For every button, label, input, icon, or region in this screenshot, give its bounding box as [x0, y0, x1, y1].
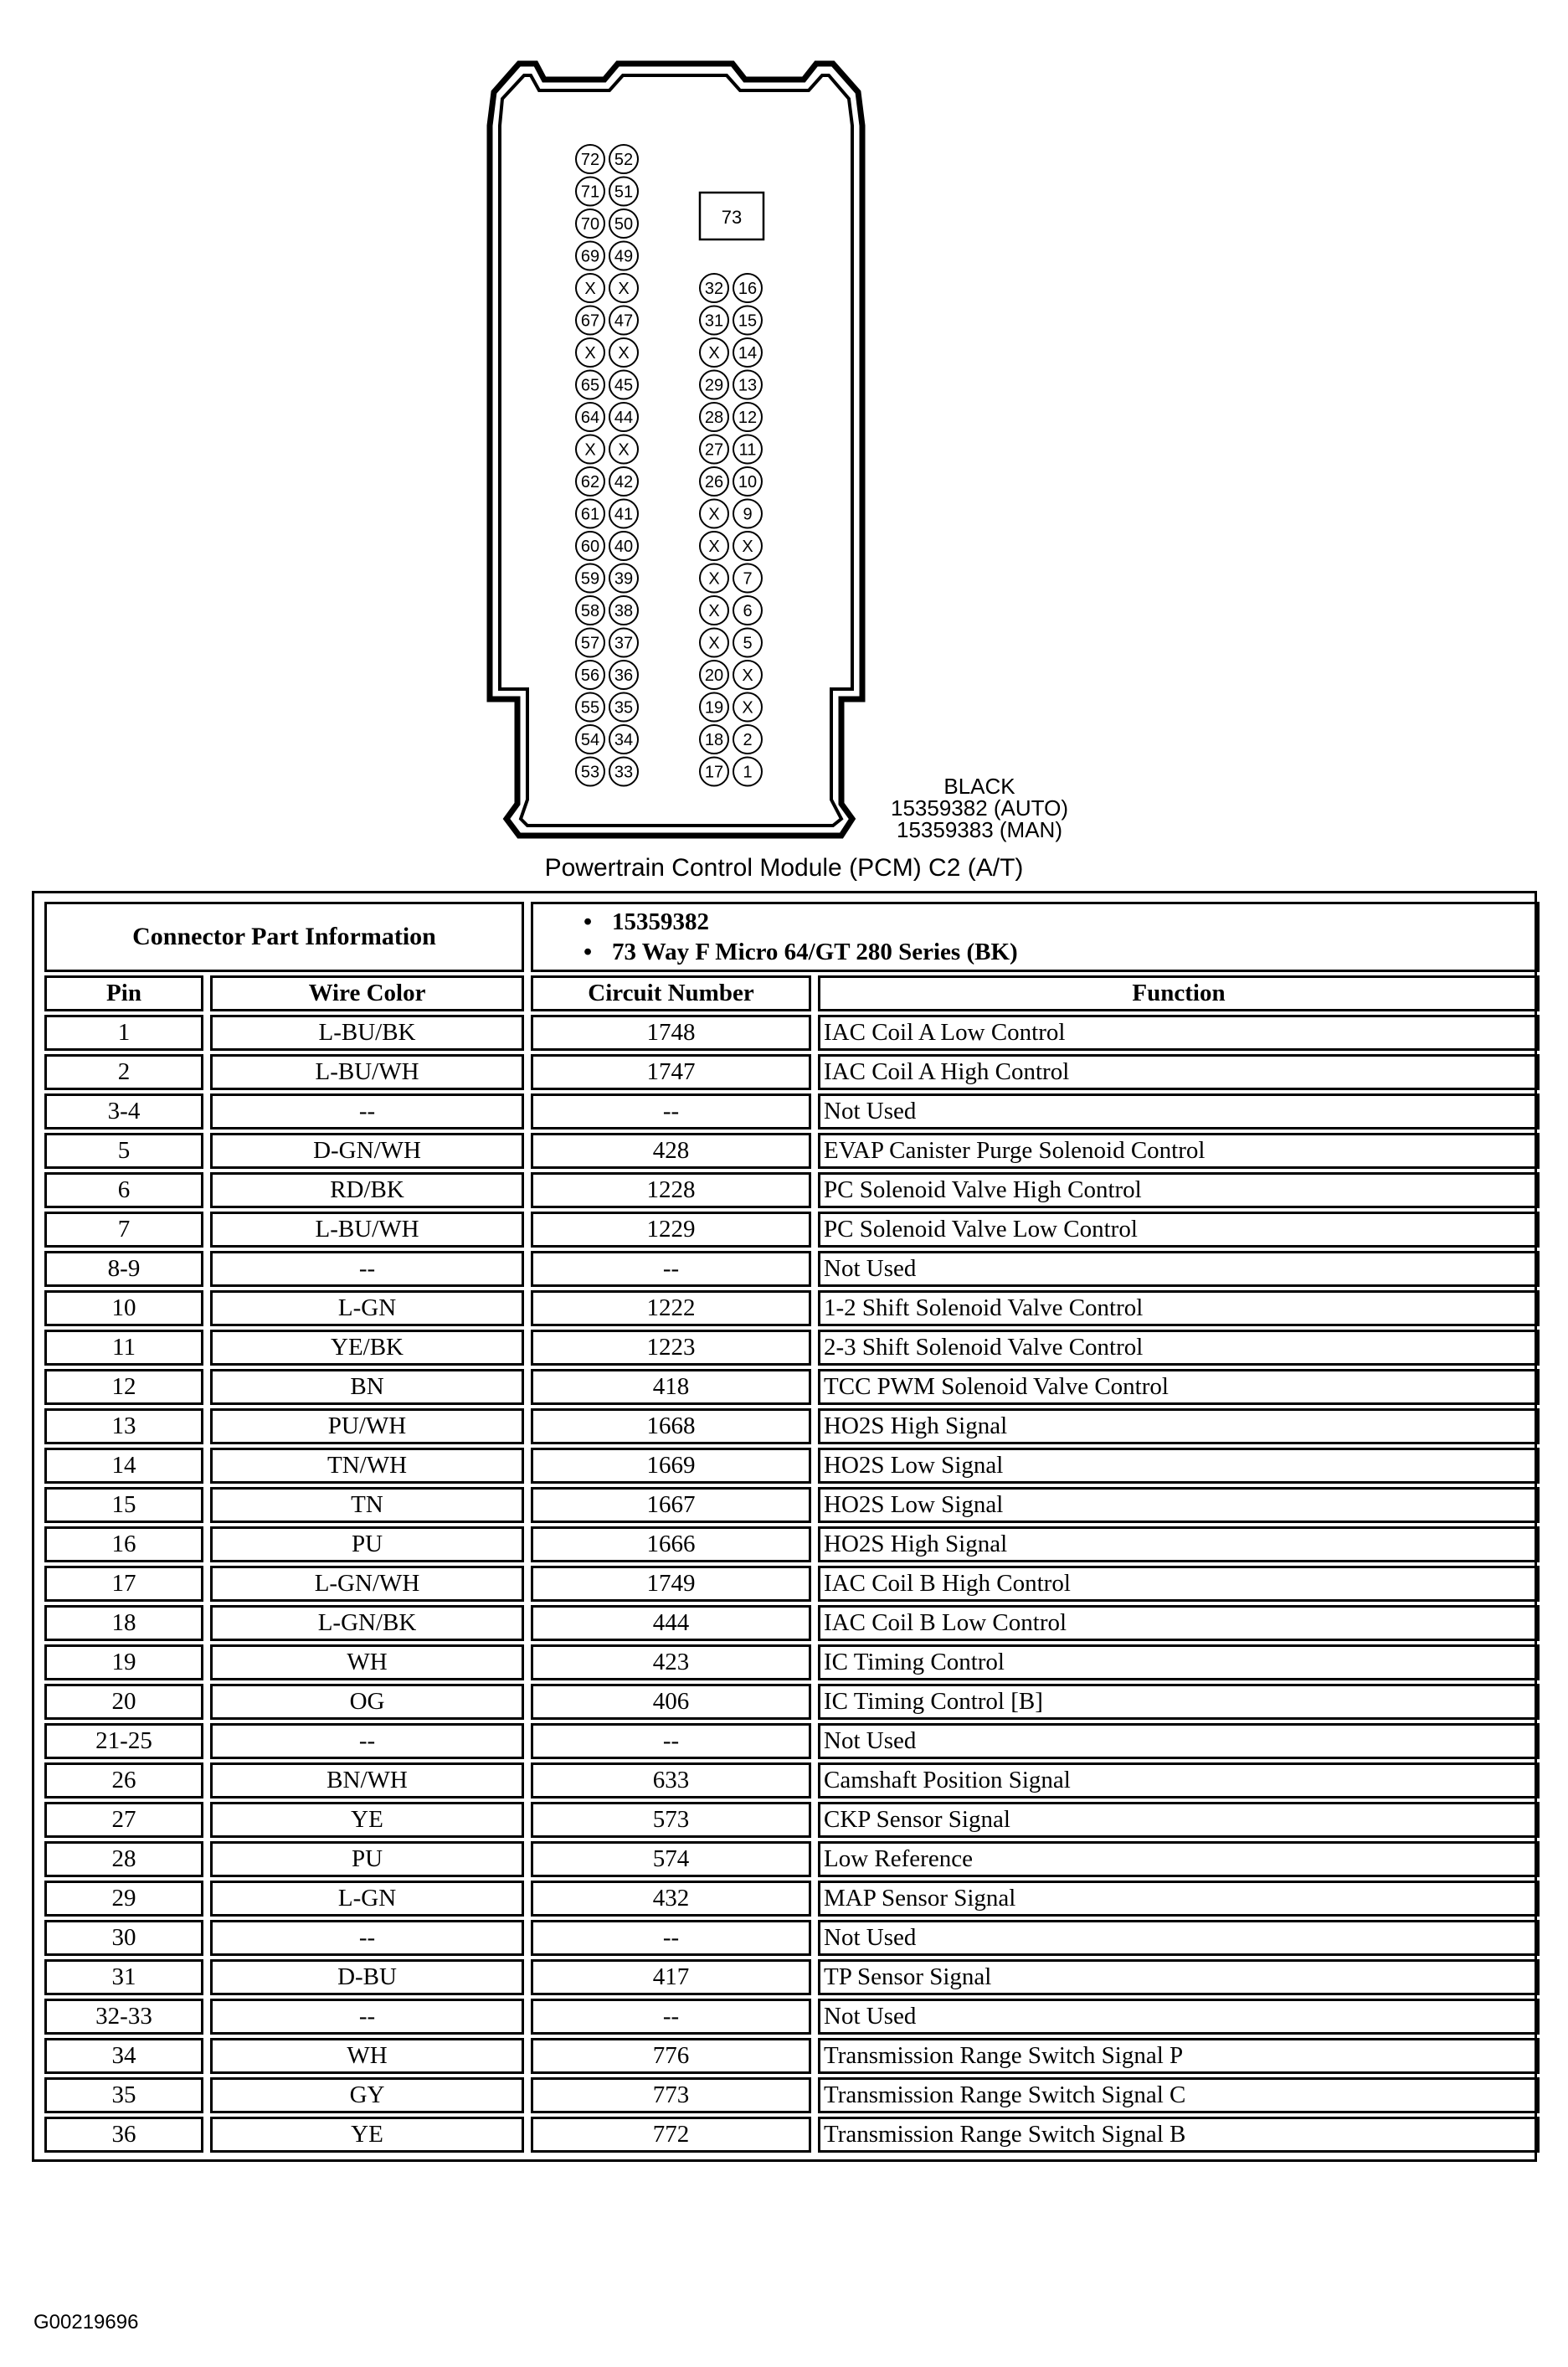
pin-number: 1 [743, 763, 753, 782]
pin-number: X [584, 344, 596, 363]
connector-diagram [0, 0, 1568, 888]
pin-number: 55 [580, 698, 600, 718]
connector-outline [490, 64, 862, 836]
pin-cell: 2 [44, 1054, 203, 1090]
pin-cell: 12 [44, 1369, 203, 1405]
pin-number: 13 [738, 376, 758, 395]
table-row [44, 1015, 1540, 1051]
function-cell: Not Used [818, 1093, 1540, 1129]
table-row [44, 2038, 1540, 2074]
function-cell: Transmission Range Switch Signal P [818, 2038, 1540, 2074]
pin-number: 15 [738, 311, 758, 331]
wire-color-cell: PU/WH [210, 1408, 524, 1444]
connector-info-item: • 73 Way F Micro 64/GT 280 Series (BK) [584, 939, 1018, 965]
table-row [44, 1684, 1540, 1720]
part-number-man: 15359383 (MAN) [897, 817, 1062, 842]
wire-color-cell: RD/BK [210, 1172, 524, 1208]
function-cell: 2-3 Shift Solenoid Valve Control [818, 1330, 1540, 1366]
pinout-table [38, 898, 1546, 2156]
pin-number: X [708, 505, 720, 524]
wire-color-cell: BN/WH [210, 1762, 524, 1798]
pin-73-label: 73 [721, 207, 743, 228]
pin-cell: 35 [44, 2077, 203, 2113]
table-row [44, 1408, 1540, 1444]
circuit-cell: 432 [531, 1881, 811, 1917]
pin-number: X [618, 440, 630, 460]
wire-color-cell: YE [210, 2117, 524, 2153]
circuit-cell: -- [531, 1093, 811, 1129]
pin-number: 45 [614, 376, 634, 395]
pin-number: 61 [580, 505, 600, 524]
pin-number: 14 [738, 344, 758, 363]
pin-number: 26 [704, 473, 724, 491]
circuit-cell: 1666 [531, 1526, 811, 1562]
pin-number: X [742, 666, 753, 685]
wire-color-cell: D-GN/WH [210, 1133, 524, 1169]
pin-number: 42 [614, 473, 634, 491]
pin-number: 67 [580, 311, 600, 331]
table-row [44, 1330, 1540, 1366]
pin-number: X [618, 280, 630, 298]
pin-cell: 32-33 [44, 1999, 203, 2035]
color-label: BLACK [943, 774, 1015, 799]
pin-cell: 6 [44, 1172, 203, 1208]
pin-number: 27 [704, 440, 724, 460]
pin-number: 6 [743, 602, 753, 620]
function-cell: Transmission Range Switch Signal C [818, 2077, 1540, 2113]
wire-color-cell: YE/BK [210, 1330, 524, 1366]
function-cell: HO2S Low Signal [818, 1487, 1540, 1523]
pin-number: 72 [580, 151, 600, 169]
function-cell: PC Solenoid Valve Low Control [818, 1212, 1540, 1248]
table-row [44, 1133, 1540, 1169]
connector-info-row [44, 902, 1540, 972]
pin-cell: 36 [44, 2117, 203, 2153]
wire-color-cell: BN [210, 1369, 524, 1405]
circuit-cell: 772 [531, 2117, 811, 2153]
table-row [44, 1566, 1540, 1602]
pin-number: 44 [614, 409, 634, 427]
wire-color-cell: D-BU [210, 1959, 524, 1995]
circuit-cell: 1669 [531, 1448, 811, 1484]
table-row [44, 2077, 1540, 2113]
pin-number: 49 [614, 247, 634, 266]
pin-number: 64 [580, 409, 600, 427]
pin-cell: 7 [44, 1212, 203, 1248]
pin-number: 34 [614, 731, 634, 749]
table-row [44, 1369, 1540, 1405]
function-cell: EVAP Canister Purge Solenoid Control [818, 1133, 1540, 1169]
wire-color-cell: -- [210, 1723, 524, 1759]
circuit-cell: 1747 [531, 1054, 811, 1090]
circuit-cell: 418 [531, 1369, 811, 1405]
circuit-cell: -- [531, 1999, 811, 2035]
table-row [44, 1881, 1540, 1917]
pin-number: 53 [580, 763, 600, 782]
pin-number: X [584, 280, 596, 298]
pin-number: X [742, 538, 753, 556]
function-cell: IAC Coil B Low Control [818, 1605, 1540, 1641]
column-header-function: Function [818, 975, 1540, 1011]
function-cell: Not Used [818, 1251, 1540, 1287]
table-row [44, 1723, 1540, 1759]
pin-cell: 11 [44, 1330, 203, 1366]
function-cell: MAP Sensor Signal [818, 1881, 1540, 1917]
function-cell: HO2S High Signal [818, 1408, 1540, 1444]
pin-number: X [708, 538, 720, 556]
table-row [44, 1644, 1540, 1680]
function-cell: IC Timing Control [B] [818, 1684, 1540, 1720]
pin-cell: 17 [44, 1566, 203, 1602]
pin-number: X [708, 344, 720, 363]
circuit-cell: 1223 [531, 1330, 811, 1366]
pin-cell: 16 [44, 1526, 203, 1562]
pin-number: 51 [614, 183, 634, 202]
pinout-table-container [32, 891, 1537, 2162]
pin-number: 58 [580, 602, 600, 620]
pin-cell: 14 [44, 1448, 203, 1484]
pin-number: 39 [614, 569, 634, 589]
pin-number: 29 [704, 376, 724, 395]
column-header-wire-color: Wire Color [210, 975, 524, 1011]
pin-number: 33 [614, 763, 634, 782]
pin-number: 35 [614, 698, 634, 718]
pin-number: 56 [580, 666, 600, 685]
circuit-cell: -- [531, 1723, 811, 1759]
wire-color-cell: L-GN [210, 1290, 524, 1326]
pin-number: X [584, 440, 596, 460]
function-cell: TP Sensor Signal [818, 1959, 1540, 1995]
circuit-cell: 633 [531, 1762, 811, 1798]
table-row [44, 1251, 1540, 1287]
circuit-cell: 406 [531, 1684, 811, 1720]
pin-cell: 18 [44, 1605, 203, 1641]
pin-number: 20 [704, 666, 724, 685]
circuit-cell: 1228 [531, 1172, 811, 1208]
circuit-cell: 776 [531, 2038, 811, 2074]
pin-cell: 21-25 [44, 1723, 203, 1759]
table-row [44, 1093, 1540, 1129]
pin-number: 59 [580, 569, 600, 589]
function-cell: PC Solenoid Valve High Control [818, 1172, 1540, 1208]
circuit-cell: 1749 [531, 1566, 811, 1602]
circuit-cell: 1668 [531, 1408, 811, 1444]
pin-cell: 13 [44, 1408, 203, 1444]
column-header-pin: Pin [44, 975, 203, 1011]
pin-number: 54 [580, 731, 600, 749]
pin-number: 37 [614, 634, 634, 653]
pin-number: 50 [614, 215, 634, 234]
pin-cell: 15 [44, 1487, 203, 1523]
pin-number: 2 [743, 731, 753, 749]
pin-cell: 30 [44, 1920, 203, 1956]
table-row [44, 1487, 1540, 1523]
pin-number: 5 [743, 634, 753, 653]
pin-number: 16 [738, 280, 758, 298]
function-cell: 1-2 Shift Solenoid Valve Control [818, 1290, 1540, 1326]
function-cell: IAC Coil B High Control [818, 1566, 1540, 1602]
pin-number: 7 [743, 569, 753, 589]
circuit-cell: 1222 [531, 1290, 811, 1326]
table-row [44, 1999, 1540, 2035]
circuit-cell: 773 [531, 2077, 811, 2113]
wire-color-cell: L-GN/BK [210, 1605, 524, 1641]
figure-code: G00219696 [33, 2311, 139, 2334]
pin-number: X [708, 569, 720, 589]
pin-number: 11 [738, 440, 757, 460]
pin-number: 60 [580, 538, 600, 556]
pin-number: 18 [704, 731, 724, 749]
function-cell: Camshaft Position Signal [818, 1762, 1540, 1798]
function-cell: HO2S Low Signal [818, 1448, 1540, 1484]
wire-color-cell: L-BU/BK [210, 1015, 524, 1051]
pin-number: 9 [743, 505, 753, 524]
pin-number: 47 [614, 311, 634, 331]
table-row [44, 1762, 1540, 1798]
circuit-cell: 574 [531, 1841, 811, 1877]
pin-number: 10 [738, 473, 758, 491]
wire-color-cell: WH [210, 1644, 524, 1680]
wire-color-cell: PU [210, 1841, 524, 1877]
wire-color-cell: L-BU/WH [210, 1054, 524, 1090]
table-row [44, 1920, 1540, 1956]
circuit-cell: 1667 [531, 1487, 811, 1523]
table-row [44, 1605, 1540, 1641]
function-cell: Not Used [818, 1723, 1540, 1759]
function-cell: CKP Sensor Signal [818, 1802, 1540, 1838]
pin-number: 36 [614, 666, 634, 685]
wire-color-cell: -- [210, 1251, 524, 1287]
part-number-auto: 15359382 (AUTO) [891, 795, 1068, 821]
diagram-caption: Powertrain Control Module (PCM) C2 (A/T) [544, 854, 1024, 882]
pin-number: 38 [614, 602, 634, 620]
wire-color-cell: YE [210, 1802, 524, 1838]
pin-cell: 8-9 [44, 1251, 203, 1287]
pin-number: 71 [580, 183, 600, 202]
table-row [44, 1212, 1540, 1248]
wire-color-cell: L-GN [210, 1881, 524, 1917]
table-row [44, 1054, 1540, 1090]
function-cell: IAC Coil A High Control [818, 1054, 1540, 1090]
table-row [44, 1841, 1540, 1877]
pin-cell: 3-4 [44, 1093, 203, 1129]
pin-cell: 28 [44, 1841, 203, 1877]
table-row [44, 1959, 1540, 1995]
pin-cell: 1 [44, 1015, 203, 1051]
circuit-cell: 417 [531, 1959, 811, 1995]
pin-cell: 26 [44, 1762, 203, 1798]
pin-number: X [618, 344, 630, 363]
pin-number: 40 [614, 538, 634, 556]
pin-number: 69 [580, 247, 600, 266]
pin-number: 65 [580, 376, 600, 395]
pin-layout [576, 145, 762, 786]
column-header-row [44, 975, 1540, 1011]
pin-number: 12 [738, 409, 758, 427]
wire-color-cell: TN/WH [210, 1448, 524, 1484]
circuit-cell: 428 [531, 1133, 811, 1169]
pin-number: 19 [704, 698, 724, 718]
function-cell: Not Used [818, 1999, 1540, 2035]
wire-color-cell: PU [210, 1526, 524, 1562]
circuit-cell: 573 [531, 1802, 811, 1838]
wire-color-cell: L-BU/WH [210, 1212, 524, 1248]
pin-cell: 10 [44, 1290, 203, 1326]
table-row [44, 1290, 1540, 1326]
pin-number: 41 [614, 505, 634, 524]
column-header-circuit: Circuit Number [531, 975, 811, 1011]
function-cell: Not Used [818, 1920, 1540, 1956]
table-row [44, 1802, 1540, 1838]
pin-number: 32 [704, 280, 724, 298]
pin-cell: 19 [44, 1644, 203, 1680]
function-cell: IC Timing Control [818, 1644, 1540, 1680]
table-row [44, 1526, 1540, 1562]
pin-number: 28 [704, 409, 724, 427]
table-row [44, 1172, 1540, 1208]
table-row [44, 2117, 1540, 2153]
pin-cell: 31 [44, 1959, 203, 1995]
function-cell: HO2S High Signal [818, 1526, 1540, 1562]
circuit-cell: -- [531, 1920, 811, 1956]
wire-color-cell: TN [210, 1487, 524, 1523]
circuit-cell: 423 [531, 1644, 811, 1680]
pin-number: 17 [704, 763, 724, 782]
connector-info-label: Connector Part Information [44, 902, 524, 972]
function-cell: IAC Coil A Low Control [818, 1015, 1540, 1051]
pin-number: 62 [580, 473, 600, 491]
circuit-cell: 1748 [531, 1015, 811, 1051]
wire-color-cell: L-GN/WH [210, 1566, 524, 1602]
wire-color-cell: GY [210, 2077, 524, 2113]
pin-cell: 5 [44, 1133, 203, 1169]
function-cell: Low Reference [818, 1841, 1540, 1877]
function-cell: Transmission Range Switch Signal B [818, 2117, 1540, 2153]
circuit-cell: 1229 [531, 1212, 811, 1248]
pin-number: 70 [580, 215, 600, 234]
wire-color-cell: WH [210, 2038, 524, 2074]
pin-number: 52 [614, 151, 634, 169]
pin-cell: 29 [44, 1881, 203, 1917]
connector-info-item: • 15359382 [584, 908, 710, 935]
pin-cell: 27 [44, 1802, 203, 1838]
pin-number: 31 [704, 311, 724, 331]
pin-number: X [708, 602, 720, 620]
pin-number: X [708, 634, 720, 653]
wire-color-cell: -- [210, 1093, 524, 1129]
circuit-cell: 444 [531, 1605, 811, 1641]
wire-color-cell: -- [210, 1920, 524, 1956]
wire-color-cell: -- [210, 1999, 524, 2035]
pin-number: 57 [580, 634, 600, 653]
connector-info-values [531, 902, 1540, 972]
circuit-cell: -- [531, 1251, 811, 1287]
pin-number: X [742, 698, 753, 718]
pin-cell: 34 [44, 2038, 203, 2074]
connector-outline-inner [500, 75, 852, 826]
function-cell: TCC PWM Solenoid Valve Control [818, 1369, 1540, 1405]
wire-color-cell: OG [210, 1684, 524, 1720]
pin-cell: 20 [44, 1684, 203, 1720]
table-row [44, 1448, 1540, 1484]
